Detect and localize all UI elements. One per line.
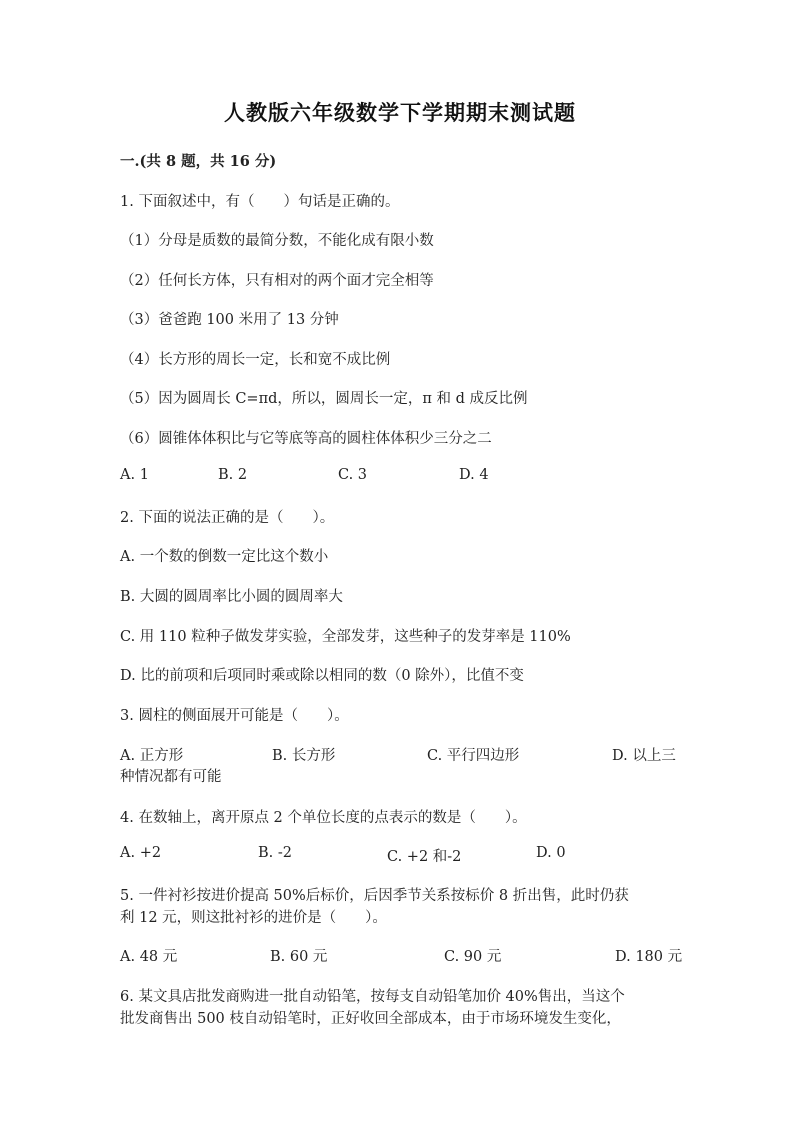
q4-option-d: D. 0 [536,845,566,861]
question-5-stem-line-1: 5. 一件衬衫按进价提高 50%后标价，后因季节关系按标价 8 折出售，此时仍获 [120,888,629,904]
question-1-stem: 1. 下面叙述中，有（ ）句话是正确的。 [120,194,400,210]
q5-option-a: A. 48 元 [120,949,178,965]
q1-statement-6: （6）圆锥体体积比与它等底等高的圆柱体体积少三分之二 [120,431,492,447]
q1-statement-2: （2）任何长方体，只有相对的两个面才完全相等 [120,273,434,289]
q1-option-c: C. 3 [338,467,368,483]
section-heading: 一.(共 8 题，共 16 分) [120,153,277,170]
q4-option-c: C. +2 和-2 [387,849,462,865]
q1-option-d: D. 4 [459,467,489,483]
question-5-stem-line-2: 利 12 元，则这批衬衫的进价是（ ）。 [120,910,387,926]
q1-statement-3: （3）爸爸跑 100 米用了 13 分钟 [120,312,339,328]
question-2-stem: 2. 下面的说法正确的是（ ）。 [120,510,335,526]
q2-option-d: D. 比的前项和后项同时乘或除以相同的数（0 除外），比值不变 [120,668,524,684]
q3-option-c: C. 平行四边形 [427,748,520,764]
question-4-stem: 4. 在数轴上，离开原点 2 个单位长度的点表示的数是（ ）。 [120,810,527,826]
q5-option-b: B. 60 元 [270,949,328,965]
q1-statement-5: （5）因为圆周长 C=πd，所以，圆周长一定，π 和 d 成反比例 [120,391,528,407]
q2-option-a: A. 一个数的倒数一定比这个数小 [120,549,329,565]
q3-option-d: D. 以上三 [612,748,676,764]
q1-statement-4: （4）长方形的周长一定，长和宽不成比例 [120,352,391,368]
q3-option-a: A. 正方形 [120,748,184,764]
question-6-stem-line-2: 批发商售出 500 枝自动铅笔时，正好收回全部成本，由于市场环境发生变化， [120,1011,621,1027]
question-6-stem-line-1: 6. 某文具店批发商购进一批自动铅笔，按每支自动铅笔加价 40%售出，当这个 [120,989,625,1005]
q3-option-d-continuation: 种情况都有可能 [120,769,222,785]
question-3-stem: 3. 圆柱的侧面展开可能是（ ）。 [120,708,349,724]
page-title: 人教版六年级数学下学期期末测试题 [224,100,576,125]
q4-option-a: A. +2 [120,845,162,861]
q1-option-a: A. 1 [120,467,149,483]
q5-option-d: D. 180 元 [615,949,683,965]
q4-option-b: B. -2 [258,845,292,861]
q3-option-b: B. 长方形 [272,748,336,764]
q2-option-c: C. 用 110 粒种子做发芽实验，全部发芽，这些种子的发芽率是 110% [120,629,571,645]
q5-option-c: C. 90 元 [444,949,502,965]
q1-statement-1: （1）分母是质数的最简分数，不能化成有限小数 [120,233,434,249]
q1-option-b: B. 2 [218,467,248,483]
q2-option-b: B. 大圆的圆周率比小圆的圆周率大 [120,589,343,605]
